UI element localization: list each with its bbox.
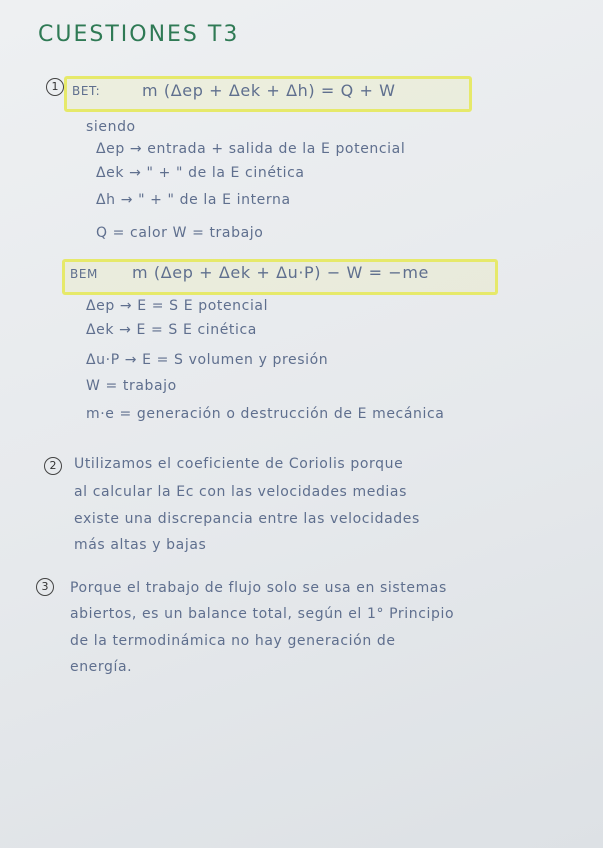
bet-label: BET: (72, 84, 101, 98)
q2-line-3: existe una discrepancia entre las velocidades (74, 511, 420, 527)
bet-equation: m (Δep + Δek + Δh) = Q + W (142, 81, 396, 100)
q3-line-4: energía. (70, 659, 133, 675)
bem-def-1: Δep → E = S E potencial (86, 298, 269, 314)
bem-def-5: m·e = generación o destrucción de E mecánica (86, 406, 445, 422)
q2-line-2: al calcular la Ec con las velocidades medias (74, 484, 407, 500)
def-line-3: Δh → " + " de la E interna (96, 192, 291, 208)
bem-label: BEM (70, 267, 98, 281)
question-3-number: 3 (36, 578, 54, 596)
question-2-number: 2 (44, 457, 62, 475)
bem-def-2: Δek → E = S E cinética (86, 322, 257, 338)
bem-def-3: Δu·P → E = S volumen y presión (86, 352, 329, 368)
def-line-4: Q = calor W = trabajo (96, 225, 264, 241)
question-1-number: 1 (46, 78, 64, 96)
def-line-1: Δep → entrada + salida de la E potencial (96, 141, 406, 157)
def-line-2: Δek → " + " de la E cinética (96, 165, 305, 181)
q2-line-4: más altas y bajas (74, 537, 207, 553)
bem-def-4: W = trabajo (86, 378, 177, 394)
q2-line-1: Utilizamos el coeficiente de Coriolis porque (74, 456, 404, 472)
q3-line-3: de la termodinámica no hay generación de (70, 633, 396, 649)
siendo-text: siendo (86, 119, 136, 135)
q3-line-2: abiertos, es un balance total, según el 1° Principio (70, 606, 455, 622)
bem-equation: m (Δep + Δek + Δu·P) − W = −me (132, 263, 429, 282)
page-title: CUESTIONES T3 (38, 22, 240, 47)
q3-line-1: Porque el trabajo de flujo solo se usa en sistemas (70, 580, 447, 596)
